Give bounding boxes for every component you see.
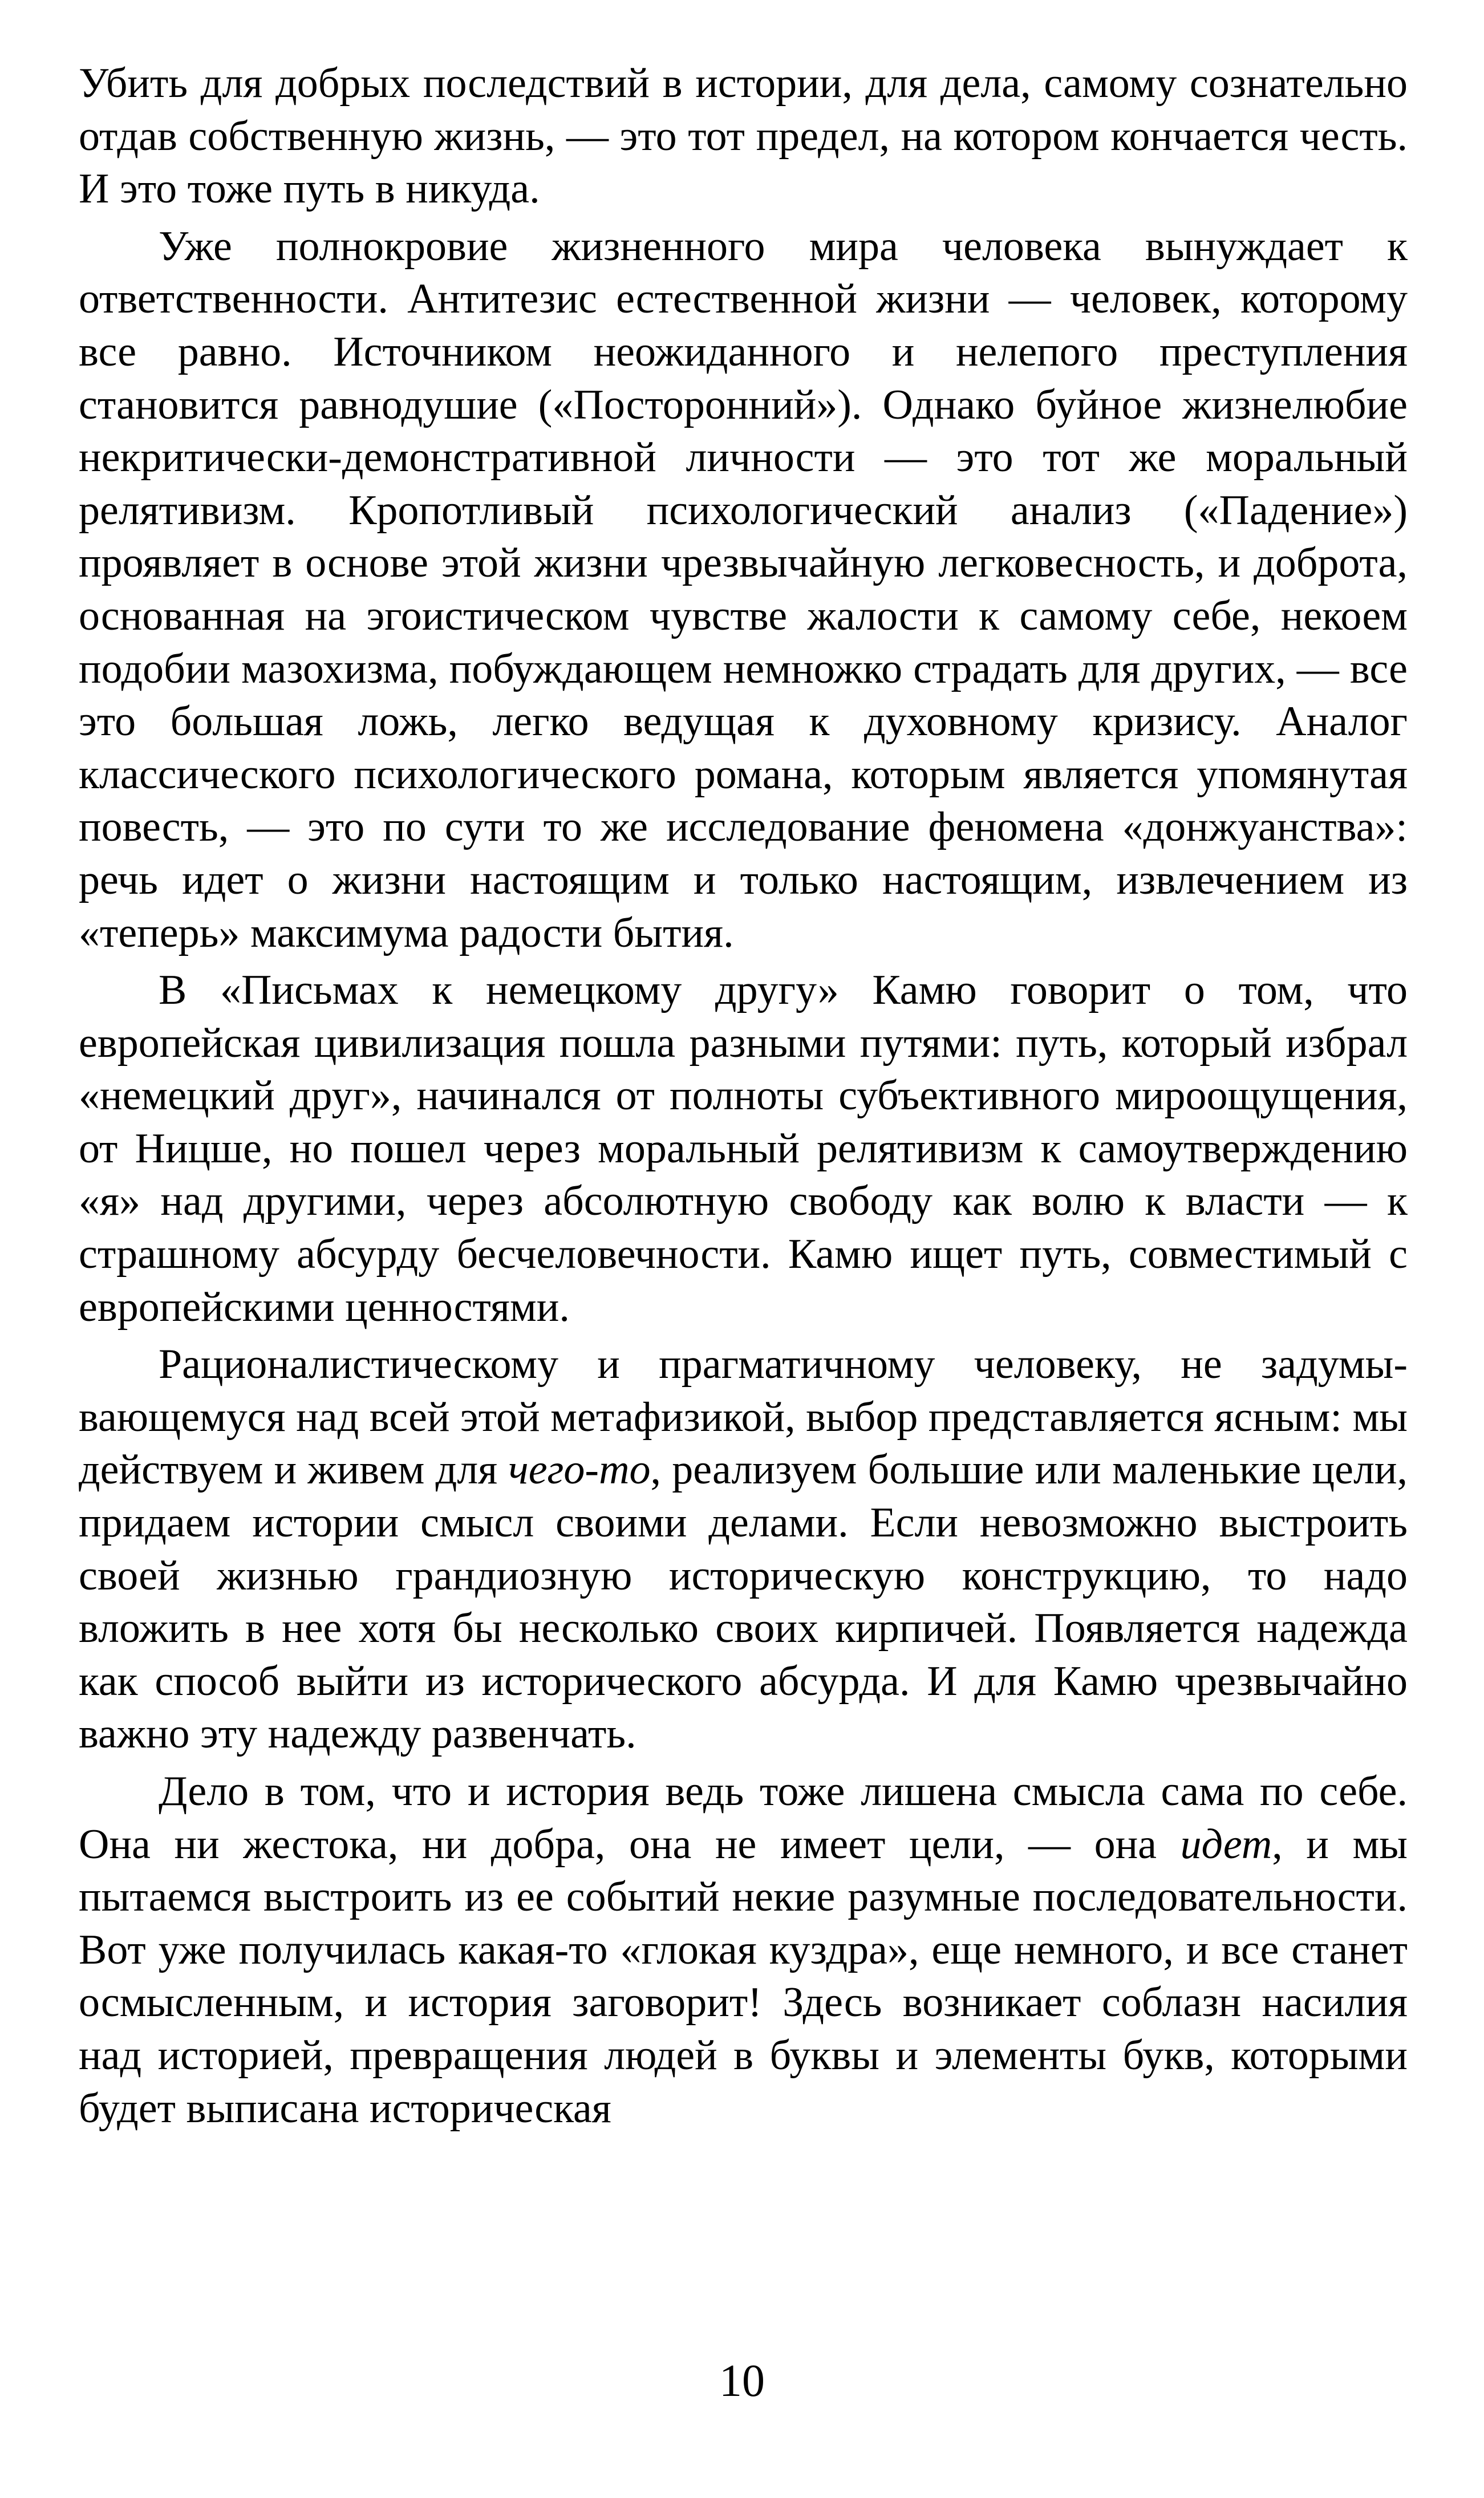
paragraph-3-text: В «Письмах к немецкому другу» Камю говорит о том, что европейская цивилизация пошла разными путями: путь, который избрал «немецкий друг», начинался от полноты субъективного мироощущения, от Ницше, но пошел через моральный релятивизм к самоутверждению «я» над другими, через абсолютную свободу как волю к власти — к страшному абсурду бесчеловечности. Камю ищет путь, совместимый с европейскими ценностями. bbox=[79, 967, 1408, 1331]
paragraph-4-text-start: Рационалистическому и прагматичному человеку, не задумывающемуся над всей этой метафизикой, выбор представляется ясным: мы действуем и живем для bbox=[79, 1341, 1408, 1494]
paragraph-1-text: Убить для добрых последствий в истории, для дела, самому сознательно отдав собственную жизнь, — это тот предел, на котором кончается честь. И это тоже путь в никуда. bbox=[79, 60, 1408, 213]
paragraph-1 bbox=[79, 57, 1408, 216]
paragraph-2-text: Уже полнокровие жизненного мира человека вынуждает к ответственности. Антитезис естественной жизни — человек, которому все равно. Источником неожиданного и нелепого преступления становится равнодушие («Посторонний»). Однако буйное жизнелюбие некритически-демонстративной личности — это тот же моральный релятивизм. Кропотливый психологический анализ («Падение») проявляет в основе этой жизни чрезвычайную легковесность, и доброта, основанная на эгоистическом чувстве жалости к самому себе, некоем подобии мазохизма, побуждающем немножко страдать для других, — все это большая ложь, легко ведущая к духовному кризису. Аналог классического психологического романа, которым является упомянутая повесть, — это по сути то же исследование феномена «донжуанства»: речь идет о жизни настоящим и только настоящим, извлечением из «теперь» максимума радости бытия. bbox=[79, 222, 1408, 956]
paragraph-5-text-start: Дело в том, что и история ведь тоже лишена смысла сама по себе. Она ни жестока, ни добра, она не имеет цели, — она bbox=[79, 1768, 1408, 1868]
paragraph-5-italic-term: идет bbox=[1180, 1820, 1272, 1868]
paragraph-4 bbox=[79, 1338, 1408, 1761]
paragraph-5-text-end: , и мы пытаемся выстроить из ее событий некие разумные последовательности. Вот уже получилась какая-то «глокая куздра», еще немного, и все станет осмысленным, и история заговорит! Здесь возникает соблазн насилия над историей, превращения людей в буквы и элементы букв, которыми будет выписана историческая bbox=[79, 1820, 1408, 2132]
page-number: 10 bbox=[719, 2356, 765, 2406]
paragraph-4-italic-term: чего-то bbox=[508, 1446, 651, 1494]
paragraph-2 bbox=[79, 220, 1408, 959]
paragraph-4-text-end: , реализуем большие или маленькие цели, придаем истории смысл своими делами. Если невозможно выстроить своей жизнью грандиозную историческую конструкцию, то надо вложить в нее хотя бы несколько своих кирпичей. Появляется надежда как способ выйти из исторического абсурда. И для Камю чрезвычайно важно эту надежду развенчать. bbox=[79, 1446, 1408, 1758]
paragraph-3 bbox=[79, 964, 1408, 1333]
paragraph-5 bbox=[79, 1765, 1408, 2135]
page-body bbox=[79, 57, 1408, 2135]
